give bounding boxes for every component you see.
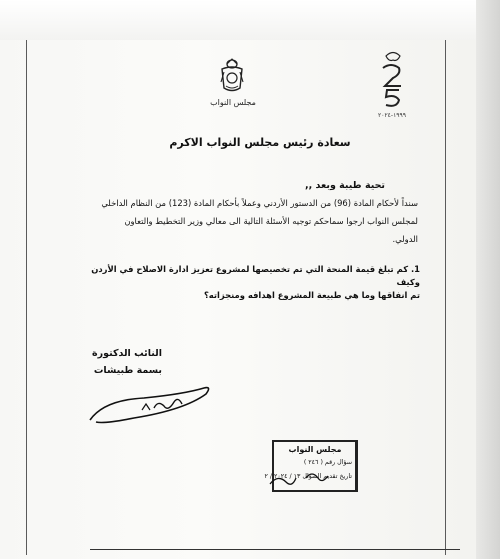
signatory-name: بسمة طبيشات	[93, 365, 162, 376]
page-shadow-strip	[476, 0, 500, 559]
stamp-question-number: سؤال رقم ( ٢٤٦ )	[303, 459, 352, 466]
greeting-line: تحية طيبة وبعد ,,	[305, 180, 385, 191]
page-bottom-line	[90, 549, 460, 550]
paragraph-line: سنداً لأحكام المادة (96) من الدستور الأردني وعملاً بأحكام المادة (123) من النظام الداخلي	[101, 198, 418, 208]
question-line: 1. كم تبلغ قيمة المنحة التي تم تخصيصها لمشروع تعزيز ادارة الاصلاح في الأردن وكيف	[91, 264, 420, 287]
signatory-title: النائب الدكتورة	[92, 348, 162, 359]
jubilee-emblem-icon	[377, 50, 409, 112]
jubilee-date: ١٩٩٩-٢٠٢٤	[378, 112, 406, 119]
page-left-edge	[26, 40, 27, 555]
stamp-title: مجلس النواب	[288, 445, 342, 454]
question-line: تم انفاقها وما هي طبيعة المشروع اهدافه ومنجزاته؟	[203, 290, 420, 300]
stamp-submission-date: تاريخ تقديم السؤال ١٣ / ٢٠٢٤ / ٢	[264, 473, 352, 480]
addressee-line: سعادة رئيس مجلس النواب الاكرم	[169, 136, 351, 149]
question-1	[72, 263, 420, 302]
paragraph-line: لمجلس النواب ارجوا سماحكم توجيه الأسئلة التالية الى معالي وزير التخطيط والتعاون	[124, 216, 418, 226]
stamp-handwriting	[262, 462, 362, 492]
paragraph-line: الدولي.	[392, 234, 418, 244]
page-top-fold	[0, 0, 500, 40]
page-right-edge	[445, 40, 446, 555]
crest-caption: مجلس النواب	[210, 98, 256, 107]
body-paragraph	[72, 194, 418, 248]
royal-crest-icon	[218, 58, 246, 94]
handwritten-signature	[84, 380, 224, 430]
